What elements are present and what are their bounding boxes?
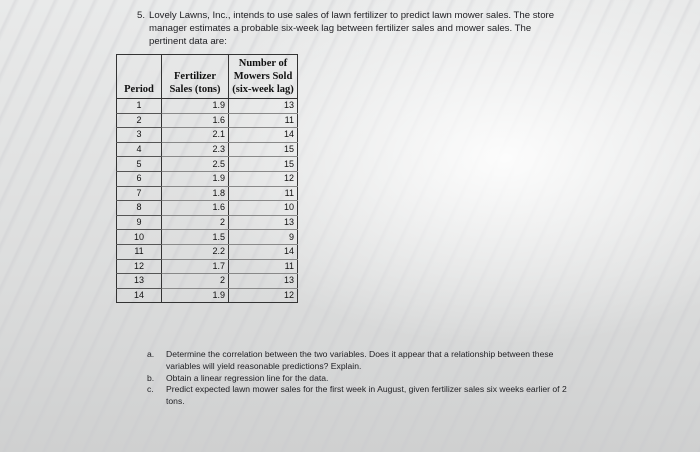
- table-body: [117, 99, 298, 303]
- table-row: [117, 259, 298, 274]
- header-mowers-sold: Number of Mowers Sold (six-week lag): [229, 55, 298, 99]
- cell-period: 4: [117, 142, 162, 157]
- part-text: Predict expected lawn mower sales for the first week in August, given fertilizer sales six weeks earlier of 2 tons.: [166, 384, 567, 407]
- cell-mowers-sold: 11: [229, 259, 298, 274]
- cell-mowers-sold: 10: [229, 201, 298, 216]
- cell-period: 3: [117, 128, 162, 143]
- question-parts: [147, 349, 577, 408]
- cell-mowers-sold: 15: [229, 157, 298, 172]
- question-number: 5.: [137, 10, 146, 21]
- cell-fertilizer-sales: 1.7: [162, 259, 229, 274]
- cell-mowers-sold: 9: [229, 230, 298, 245]
- part-text: Obtain a linear regression line for the data.: [166, 372, 329, 383]
- cell-mowers-sold: 13: [229, 274, 298, 289]
- table-row: [117, 157, 298, 172]
- table-row: [117, 201, 298, 216]
- cell-fertilizer-sales: 2: [162, 274, 229, 289]
- cell-mowers-sold: 13: [229, 215, 298, 230]
- table-row: [117, 274, 298, 289]
- table-row: [117, 230, 298, 245]
- data-table: [116, 54, 298, 303]
- part-c: [147, 384, 577, 408]
- cell-fertilizer-sales: 1.6: [162, 201, 229, 216]
- part-letter: b.: [147, 372, 155, 383]
- cell-period: 7: [117, 186, 162, 201]
- part-b: [147, 373, 577, 385]
- cell-fertilizer-sales: 1.9: [162, 288, 229, 303]
- cell-period: 12: [117, 259, 162, 274]
- cell-period: 1: [117, 99, 162, 114]
- cell-period: 9: [117, 215, 162, 230]
- table-row: [117, 142, 298, 157]
- part-text: Determine the correlation between the two variables. Does it appear that a relationship between these variables will yield reasonable predictions? Explain.: [166, 349, 554, 371]
- cell-mowers-sold: 11: [229, 113, 298, 128]
- cell-fertilizer-sales: 1.5: [162, 230, 229, 245]
- cell-mowers-sold: 12: [229, 288, 298, 303]
- table-row: [117, 128, 298, 143]
- cell-period: 5: [117, 157, 162, 172]
- table-row: [117, 99, 298, 114]
- table-row: [117, 171, 298, 186]
- cell-fertilizer-sales: 1.6: [162, 113, 229, 128]
- cell-fertilizer-sales: 2.2: [162, 244, 229, 259]
- table-row: [117, 288, 298, 303]
- header-fertilizer-sales: Fertilizer Sales (tons): [162, 55, 229, 99]
- cell-fertilizer-sales: 2.3: [162, 142, 229, 157]
- cell-mowers-sold: 12: [229, 171, 298, 186]
- cell-fertilizer-sales: 2.5: [162, 157, 229, 172]
- table-row: [117, 215, 298, 230]
- cell-period: 11: [117, 244, 162, 259]
- cell-mowers-sold: 14: [229, 244, 298, 259]
- cell-fertilizer-sales: 2.1: [162, 128, 229, 143]
- part-a: [147, 349, 577, 373]
- part-letter: c.: [147, 384, 154, 395]
- cell-period: 8: [117, 201, 162, 216]
- table-row: [117, 113, 298, 128]
- cell-fertilizer-sales: 2: [162, 215, 229, 230]
- cell-fertilizer-sales: 1.8: [162, 186, 229, 201]
- cell-period: 14: [117, 288, 162, 303]
- part-letter: a.: [147, 349, 155, 359]
- cell-mowers-sold: 14: [229, 128, 298, 143]
- table-header-row: [117, 55, 298, 99]
- cell-mowers-sold: 15: [229, 142, 298, 157]
- cell-mowers-sold: 13: [229, 99, 298, 114]
- cell-fertilizer-sales: 1.9: [162, 171, 229, 186]
- header-period: Period: [117, 55, 162, 99]
- table-row: [117, 244, 298, 259]
- cell-fertilizer-sales: 1.9: [162, 99, 229, 114]
- question-text: Lovely Lawns, Inc., intends to use sales of lawn fertilizer to predict lawn mower sales. The store manager estimates a probable six-week lag between fertilizer sales and mower sales. The pertinent data are:: [149, 10, 555, 47]
- cell-period: 13: [117, 274, 162, 289]
- cell-mowers-sold: 11: [229, 186, 298, 201]
- cell-period: 6: [117, 171, 162, 186]
- table-row: [117, 186, 298, 201]
- cell-period: 2: [117, 113, 162, 128]
- cell-period: 10: [117, 230, 162, 245]
